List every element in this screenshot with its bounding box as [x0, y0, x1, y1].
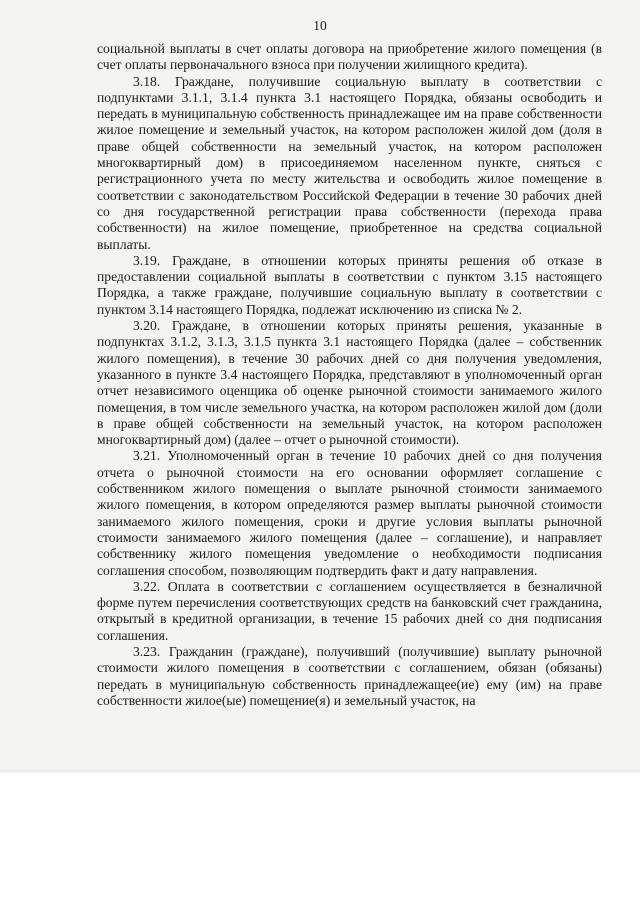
- paragraph-continuation: социальной выплаты в счет оплаты договора на приобретение жилого помещения (в счет оплаты первоначального взноса при получении жилищного кредита).: [97, 41, 602, 73]
- paragraph-3-20: 3.20. Граждане, в отношении которых приняты решения, указанные в подпунктах 3.1.2, 3.1.3, 3.1.5 пункта 3.1 настоящего Порядка (далее – собственник жилого помещения), в течение 30 рабочих дней со дня получения уведомления, указанного в пункте 3.4 настоящего Порядка, представляют в уполномоченный орган отчет независимого оценщика об оценке рыночной стоимости занимаемого жилого помещения, в том числе земельного участка, на котором расположен жилой дом (доли в праве общей собственности на земельный участок, на котором расположен многоквартирный дом) (далее – отчет о рыночной стоимости).: [97, 318, 602, 448]
- paragraph-3-18: 3.18. Граждане, получившие социальную выплату в соответствии с подпунктами 3.1.1, 3.1.4 пункта 3.1 настоящего Порядка, обязаны освободить и передать в муниципальную собственность принадлежащее им на праве собственности жилое помещение и земельный участок, на котором расположен жилой дом (доля в праве общей собственности на земельный участок, на котором расположен многоквартирный дом) в присоединяемом населенном пункте, сняться с регистрационного учета по месту жительства и освободить жилое помещение в соответствии с законодательством Российской Федерации в течение 30 рабочих дней со дня государственной регистрации права собственности (перехода права собственности) на жилое помещение, приобретенное на средства социальной выплаты.: [97, 73, 602, 252]
- page-number: 10: [313, 18, 327, 33]
- paragraph-3-19: 3.19. Граждане, в отношении которых приняты решения об отказе в предоставлении социальной выплаты в соответствии с пунктом 3.15 настоящего Порядка, а также граждане, получившие социальную выплату в соответствии с пунктом 3.14 настоящего Порядка, подлежат исключению из списка № 2.: [97, 252, 602, 317]
- document-body: [97, 41, 602, 709]
- paragraph-3-21: 3.21. Уполномоченный орган в течение 10 рабочих дней со дня получения отчета о рыночной стоимости на его основании оформляет соглашение с собственником жилого помещения о выплате рыночной стоимости занимаемого жилого помещения, в котором определяются размер выплаты рыночной стоимости занимаемого жилого помещения, сроки и другие условия выплаты рыночной стоимости занимаемого жилого помещения (далее – соглашение), и направляет собственнику жилого помещения уведомление о необходимости подписания соглашения способом, позволяющим подтвердить факт и дату направления.: [97, 448, 602, 578]
- paragraph-3-22: 3.22. Оплата в соответствии с соглашением осуществляется в безналичной форме путем перечисления соответствующих средств на банковский счет гражданина, открытый в кредитной организации, в течение 15 рабочих дней со дня подписания соглашения.: [97, 578, 602, 643]
- paragraph-3-23: 3.23. Гражданин (граждане), получивший (получившие) выплату рыночной стоимости жилого помещения в соответствии с соглашением, обязан (обязаны) передать в муниципальную собственность принадлежащее(ие) ему (им) на праве собственности жилое(ые) помещение(я) и земельный участок, на: [97, 643, 602, 708]
- scan-edge: [0, 770, 640, 775]
